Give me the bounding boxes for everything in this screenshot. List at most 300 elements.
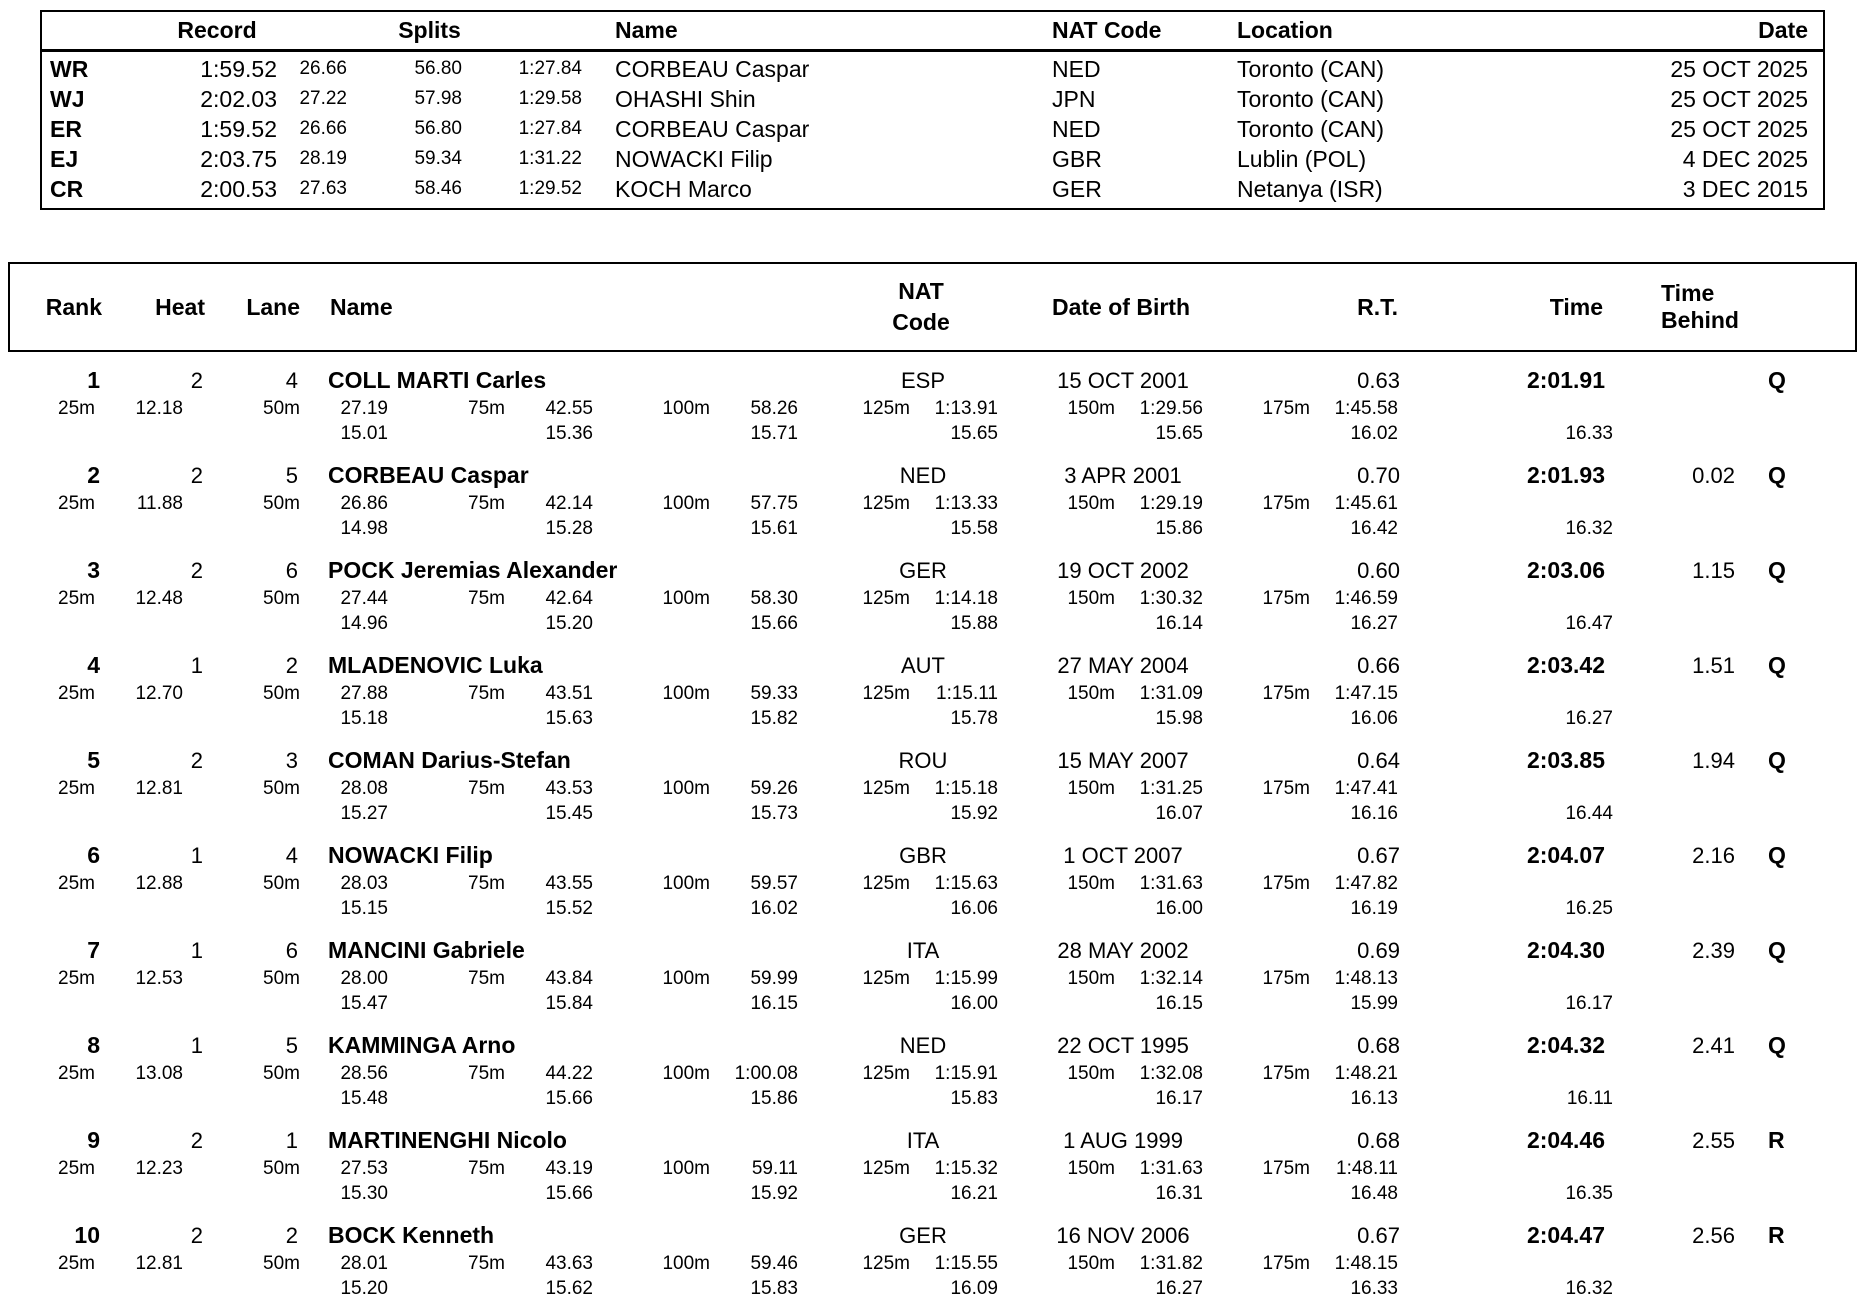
results-header-row bbox=[8, 262, 1857, 352]
split-label: 25m bbox=[58, 872, 95, 894]
lap-7 bbox=[1203, 613, 1398, 635]
record-code-cell: EJ bbox=[50, 145, 79, 172]
split-value: 12.53 bbox=[135, 967, 183, 989]
swimmer-name-cell: CORBEAU Caspar bbox=[328, 462, 529, 488]
split-125m bbox=[798, 873, 998, 895]
results-header-nat-line2: Code bbox=[892, 309, 950, 335]
lap-value: 16.09 bbox=[950, 1277, 998, 1299]
split-100m bbox=[593, 398, 798, 420]
lap-3 bbox=[388, 1088, 593, 1110]
split-value: 1:13.91 bbox=[934, 397, 998, 419]
lap-4 bbox=[593, 993, 798, 1015]
time-behind-cell: 2.41 bbox=[1692, 1032, 1735, 1058]
record-row bbox=[42, 174, 1823, 204]
heat-cell: 2 bbox=[190, 367, 203, 393]
split-value: 59.11 bbox=[751, 1157, 798, 1179]
results-header-lane: Lane bbox=[246, 293, 300, 320]
lap-5 bbox=[798, 1278, 998, 1300]
heat-cell: 2 bbox=[190, 462, 203, 488]
lap-3 bbox=[388, 1183, 593, 1205]
split-75m bbox=[388, 1158, 593, 1180]
heat-cell: 1 bbox=[190, 652, 203, 678]
qualification-cell: Q bbox=[1768, 1032, 1786, 1058]
split-label: 175m bbox=[1262, 967, 1310, 989]
record-code-cell: WJ bbox=[50, 85, 85, 112]
split-50m bbox=[183, 1063, 388, 1085]
record-date-cell: 25 OCT 2025 bbox=[1670, 85, 1808, 112]
lap-value: 15.15 bbox=[340, 897, 388, 919]
lap-2 bbox=[183, 1278, 388, 1300]
split-label: 100m bbox=[662, 1157, 710, 1179]
record-date-cell: 25 OCT 2025 bbox=[1670, 115, 1808, 142]
rank-cell: 7 bbox=[87, 937, 100, 963]
qualification-cell: Q bbox=[1768, 367, 1786, 393]
record-code-cell: CR bbox=[50, 175, 84, 202]
lap-value: 15.62 bbox=[545, 1277, 593, 1299]
results-table bbox=[8, 262, 1857, 1315]
split-label: 125m bbox=[862, 872, 910, 894]
reaction-time-cell: 0.64 bbox=[1357, 747, 1400, 773]
time-behind-cell: 2.55 bbox=[1692, 1127, 1735, 1153]
lane-cell: 1 bbox=[285, 1127, 298, 1153]
split-125m bbox=[798, 683, 998, 705]
split-value: 12.81 bbox=[135, 1252, 183, 1274]
lap-3 bbox=[388, 1278, 593, 1300]
split-label: 125m bbox=[862, 397, 910, 419]
record-split-50m-cell: 26.66 bbox=[299, 118, 347, 139]
result-row bbox=[8, 1125, 1857, 1206]
date-of-birth-cell: 15 OCT 2001 bbox=[1057, 367, 1189, 393]
rank-cell: 4 bbox=[87, 652, 100, 678]
record-time-cell: 2:00.53 bbox=[200, 175, 277, 202]
date-of-birth-cell: 16 NOV 2006 bbox=[1056, 1222, 1190, 1248]
lane-cell: 2 bbox=[285, 1222, 298, 1248]
lap-value: 15.66 bbox=[750, 612, 798, 634]
lap-value: 15.86 bbox=[750, 1087, 798, 1109]
records-header-location: Location bbox=[1237, 17, 1333, 43]
split-100m bbox=[593, 493, 798, 515]
final-time-cell: 2:04.46 bbox=[1526, 1127, 1605, 1153]
rank-cell: 10 bbox=[74, 1222, 100, 1248]
lap-3 bbox=[388, 993, 593, 1015]
lap-6 bbox=[998, 898, 1203, 920]
split-label: 150m bbox=[1067, 492, 1115, 514]
lap-6 bbox=[998, 803, 1203, 825]
lap-8 bbox=[1398, 423, 1613, 445]
split-100m bbox=[593, 1253, 798, 1275]
lap-value: 15.86 bbox=[1155, 517, 1203, 539]
lap-2 bbox=[183, 708, 388, 730]
record-location-cell: Toronto (CAN) bbox=[1237, 85, 1384, 112]
date-of-birth-cell: 28 MAY 2002 bbox=[1057, 937, 1189, 963]
records-header-name: Name bbox=[615, 17, 678, 43]
split-value: 1:48.15 bbox=[1334, 1252, 1398, 1274]
lap-3 bbox=[388, 423, 593, 445]
lap-value: 15.01 bbox=[340, 422, 388, 444]
lap-8 bbox=[1398, 1278, 1613, 1300]
split-175m bbox=[1203, 398, 1398, 420]
split-value: 1:31.63 bbox=[1139, 872, 1203, 894]
date-of-birth-cell: 1 OCT 2007 bbox=[1063, 842, 1183, 868]
lap-value: 15.61 bbox=[750, 517, 798, 539]
split-value: 1:48.13 bbox=[1334, 967, 1398, 989]
results-header-behind-line2: Behind bbox=[1661, 307, 1739, 333]
split-100m bbox=[593, 968, 798, 990]
split-125m bbox=[798, 398, 998, 420]
lap-7 bbox=[1203, 1183, 1398, 1205]
lap-value: 16.42 bbox=[1350, 517, 1398, 539]
record-split-150m-cell: 1:27.84 bbox=[518, 58, 582, 79]
lap-7 bbox=[1203, 518, 1398, 540]
lap-6 bbox=[998, 613, 1203, 635]
lap-2 bbox=[183, 898, 388, 920]
lap-8 bbox=[1398, 708, 1613, 730]
result-row bbox=[8, 365, 1857, 446]
split-value: 12.81 bbox=[135, 777, 183, 799]
reaction-time-cell: 0.67 bbox=[1357, 842, 1400, 868]
record-split-100m-cell: 56.80 bbox=[414, 118, 462, 139]
record-code-cell: ER bbox=[50, 115, 82, 142]
record-split-50m-cell: 27.22 bbox=[299, 88, 347, 109]
split-75m bbox=[388, 968, 593, 990]
lap-value: 15.65 bbox=[950, 422, 998, 444]
heat-cell: 2 bbox=[190, 747, 203, 773]
lap-value: 15.66 bbox=[545, 1182, 593, 1204]
lap-value: 14.98 bbox=[340, 517, 388, 539]
lap-5 bbox=[798, 613, 998, 635]
result-main-line bbox=[8, 840, 1857, 871]
date-of-birth-cell: 27 MAY 2004 bbox=[1057, 652, 1189, 678]
lap-times-line bbox=[8, 991, 1857, 1016]
qualification-cell: R bbox=[1768, 1127, 1785, 1153]
split-150m bbox=[998, 778, 1203, 800]
lap-value: 16.32 bbox=[1565, 1277, 1613, 1299]
split-value: 1:31.09 bbox=[1139, 682, 1203, 704]
split-value: 1:31.25 bbox=[1139, 777, 1203, 799]
lap-7 bbox=[1203, 1278, 1398, 1300]
split-value: 28.00 bbox=[340, 967, 388, 989]
lane-cell: 6 bbox=[285, 937, 298, 963]
lap-value: 15.65 bbox=[1155, 422, 1203, 444]
time-behind-cell: 1.51 bbox=[1692, 652, 1735, 678]
lap-value: 16.35 bbox=[1565, 1182, 1613, 1204]
split-label: 75m bbox=[468, 967, 505, 989]
nat-code-cell: GER bbox=[899, 557, 947, 583]
split-75m bbox=[388, 873, 593, 895]
record-code-cell: WR bbox=[50, 55, 89, 82]
lane-cell: 6 bbox=[285, 557, 298, 583]
split-value: 1:13.33 bbox=[934, 492, 998, 514]
record-split-100m-cell: 59.34 bbox=[414, 148, 462, 169]
split-75m bbox=[388, 1253, 593, 1275]
rank-cell: 5 bbox=[87, 747, 100, 773]
lap-4 bbox=[593, 423, 798, 445]
record-holder-name-cell: OHASHI Shin bbox=[615, 85, 756, 112]
lap-value: 15.30 bbox=[340, 1182, 388, 1204]
lap-value: 14.96 bbox=[340, 612, 388, 634]
split-value: 44.22 bbox=[545, 1062, 593, 1084]
lap-value: 15.84 bbox=[545, 992, 593, 1014]
split-value: 1:00.08 bbox=[734, 1062, 798, 1084]
lap-value: 16.06 bbox=[950, 897, 998, 919]
record-location-cell: Toronto (CAN) bbox=[1237, 115, 1384, 142]
record-split-100m-cell: 56.80 bbox=[414, 58, 462, 79]
results-header-reaction-time: R.T. bbox=[1357, 293, 1398, 320]
lap-8 bbox=[1398, 898, 1613, 920]
lap-times-line bbox=[8, 1181, 1857, 1206]
split-value: 13.08 bbox=[135, 1062, 183, 1084]
split-label: 125m bbox=[862, 492, 910, 514]
split-25m bbox=[8, 398, 183, 420]
record-time-cell: 1:59.52 bbox=[200, 55, 277, 82]
split-value: 1:14.18 bbox=[934, 587, 998, 609]
split-label: 175m bbox=[1262, 777, 1310, 799]
result-main-line bbox=[8, 365, 1857, 396]
rank-cell: 3 bbox=[87, 557, 100, 583]
split-label: 75m bbox=[468, 1252, 505, 1274]
split-value: 43.53 bbox=[545, 777, 593, 799]
final-time-cell: 2:03.42 bbox=[1526, 652, 1605, 678]
split-value: 1:47.41 bbox=[1334, 777, 1398, 799]
records-header-splits: Splits bbox=[398, 17, 461, 43]
record-date-cell: 4 DEC 2025 bbox=[1682, 145, 1808, 172]
lap-6 bbox=[998, 708, 1203, 730]
split-value: 1:15.99 bbox=[934, 967, 998, 989]
split-label: 50m bbox=[263, 967, 300, 989]
split-label: 75m bbox=[468, 1062, 505, 1084]
lap-5 bbox=[798, 803, 998, 825]
splits-line bbox=[8, 586, 1857, 611]
results-body bbox=[8, 352, 1857, 1301]
split-label: 150m bbox=[1067, 397, 1115, 419]
split-value: 43.19 bbox=[545, 1157, 593, 1179]
split-value: 1:30.32 bbox=[1139, 587, 1203, 609]
lap-value: 16.25 bbox=[1565, 897, 1613, 919]
splits-line bbox=[8, 681, 1857, 706]
split-75m bbox=[388, 1063, 593, 1085]
split-175m bbox=[1203, 968, 1398, 990]
qualification-cell: Q bbox=[1768, 652, 1786, 678]
split-value: 1:15.91 bbox=[934, 1062, 998, 1084]
split-125m bbox=[798, 778, 998, 800]
split-150m bbox=[998, 873, 1203, 895]
split-label: 50m bbox=[263, 397, 300, 419]
lap-value: 15.63 bbox=[545, 707, 593, 729]
split-label: 50m bbox=[263, 492, 300, 514]
record-row bbox=[42, 144, 1823, 174]
lap-2 bbox=[183, 803, 388, 825]
split-label: 25m bbox=[58, 682, 95, 704]
split-label: 25m bbox=[58, 492, 95, 514]
lap-value: 15.83 bbox=[950, 1087, 998, 1109]
split-label: 100m bbox=[662, 492, 710, 514]
record-nat-code-cell: NED bbox=[1052, 55, 1101, 82]
split-175m bbox=[1203, 873, 1398, 895]
split-175m bbox=[1203, 683, 1398, 705]
split-label: 75m bbox=[468, 872, 505, 894]
split-label: 50m bbox=[263, 682, 300, 704]
record-split-100m-cell: 57.98 bbox=[414, 88, 462, 109]
lap-7 bbox=[1203, 423, 1398, 445]
record-split-50m-cell: 28.19 bbox=[299, 148, 347, 169]
split-value: 1:32.08 bbox=[1139, 1062, 1203, 1084]
split-label: 100m bbox=[662, 1252, 710, 1274]
split-label: 175m bbox=[1262, 1252, 1310, 1274]
date-of-birth-cell: 3 APR 2001 bbox=[1064, 462, 1182, 488]
swimmer-name-cell: POCK Jeremias Alexander bbox=[328, 557, 618, 583]
reaction-time-cell: 0.66 bbox=[1357, 652, 1400, 678]
split-value: 11.88 bbox=[136, 492, 183, 514]
lap-value: 15.18 bbox=[340, 707, 388, 729]
results-header-date-of-birth: Date of Birth bbox=[1052, 293, 1190, 320]
split-value: 26.86 bbox=[340, 492, 388, 514]
split-value: 1:45.58 bbox=[1334, 397, 1398, 419]
split-125m bbox=[798, 588, 998, 610]
lap-value: 16.17 bbox=[1565, 992, 1613, 1014]
lap-2 bbox=[183, 518, 388, 540]
results-header-rank: Rank bbox=[45, 293, 102, 320]
split-label: 100m bbox=[662, 587, 710, 609]
lap-value: 16.27 bbox=[1155, 1277, 1203, 1299]
lap-3 bbox=[388, 518, 593, 540]
split-value: 1:31.82 bbox=[1139, 1252, 1203, 1274]
split-125m bbox=[798, 493, 998, 515]
split-125m bbox=[798, 968, 998, 990]
split-75m bbox=[388, 398, 593, 420]
lap-value: 15.78 bbox=[950, 707, 998, 729]
lap-times-line bbox=[8, 1086, 1857, 1111]
lap-value: 15.82 bbox=[750, 707, 798, 729]
result-row bbox=[8, 555, 1857, 636]
splits-line bbox=[8, 1251, 1857, 1276]
split-label: 175m bbox=[1262, 872, 1310, 894]
record-holder-name-cell: CORBEAU Caspar bbox=[615, 115, 810, 142]
lap-value: 16.44 bbox=[1565, 802, 1613, 824]
record-location-cell: Toronto (CAN) bbox=[1237, 55, 1384, 82]
split-100m bbox=[593, 778, 798, 800]
final-time-cell: 2:03.06 bbox=[1526, 557, 1605, 583]
record-nat-code-cell: NED bbox=[1052, 115, 1101, 142]
rank-cell: 2 bbox=[87, 462, 100, 488]
lap-value: 16.19 bbox=[1350, 897, 1398, 919]
record-nat-code-cell: GER bbox=[1052, 175, 1102, 202]
record-location-cell: Netanya (ISR) bbox=[1237, 175, 1383, 202]
record-time-cell: 2:03.75 bbox=[200, 145, 277, 172]
result-main-line bbox=[8, 1030, 1857, 1061]
split-value: 28.01 bbox=[340, 1252, 388, 1274]
split-25m bbox=[8, 1253, 183, 1275]
split-label: 50m bbox=[263, 1252, 300, 1274]
lane-cell: 3 bbox=[285, 747, 298, 773]
split-150m bbox=[998, 398, 1203, 420]
swimmer-name-cell: KAMMINGA Arno bbox=[328, 1032, 516, 1058]
split-label: 100m bbox=[662, 872, 710, 894]
records-header-row bbox=[42, 12, 1823, 52]
split-150m bbox=[998, 683, 1203, 705]
swimmer-name-cell: NOWACKI Filip bbox=[328, 842, 493, 868]
split-175m bbox=[1203, 1063, 1398, 1085]
split-label: 125m bbox=[862, 682, 910, 704]
split-100m bbox=[593, 588, 798, 610]
split-label: 125m bbox=[862, 1157, 910, 1179]
split-175m bbox=[1203, 493, 1398, 515]
record-split-50m-cell: 26.66 bbox=[299, 58, 347, 79]
lap-value: 15.99 bbox=[1350, 992, 1398, 1014]
lap-4 bbox=[593, 1183, 798, 1205]
reaction-time-cell: 0.68 bbox=[1357, 1127, 1400, 1153]
split-value: 28.56 bbox=[340, 1062, 388, 1084]
heat-cell: 1 bbox=[190, 842, 203, 868]
result-main-line bbox=[8, 460, 1857, 491]
split-label: 150m bbox=[1067, 587, 1115, 609]
qualification-cell: Q bbox=[1768, 747, 1786, 773]
result-row bbox=[8, 935, 1857, 1016]
split-50m bbox=[183, 398, 388, 420]
result-main-line bbox=[8, 1220, 1857, 1251]
lap-times-line bbox=[8, 706, 1857, 731]
split-value: 43.51 bbox=[545, 682, 593, 704]
record-nat-code-cell: GBR bbox=[1052, 145, 1102, 172]
split-value: 58.30 bbox=[750, 587, 798, 609]
lap-value: 16.00 bbox=[1155, 897, 1203, 919]
split-50m bbox=[183, 778, 388, 800]
lap-times-line bbox=[8, 1276, 1857, 1301]
lane-cell: 5 bbox=[285, 1032, 298, 1058]
lane-cell: 2 bbox=[285, 652, 298, 678]
record-row bbox=[42, 54, 1823, 84]
record-holder-name-cell: KOCH Marco bbox=[615, 175, 752, 202]
split-value: 1:48.11 bbox=[1336, 1157, 1398, 1179]
final-time-cell: 2:01.91 bbox=[1526, 367, 1605, 393]
lap-8 bbox=[1398, 1183, 1613, 1205]
reaction-time-cell: 0.69 bbox=[1357, 937, 1400, 963]
split-50m bbox=[183, 493, 388, 515]
split-50m bbox=[183, 873, 388, 895]
record-time-cell: 2:02.03 bbox=[200, 85, 277, 112]
lap-value: 16.27 bbox=[1565, 707, 1613, 729]
heat-cell: 2 bbox=[190, 1127, 203, 1153]
lap-value: 15.71 bbox=[750, 422, 798, 444]
split-value: 42.55 bbox=[545, 397, 593, 419]
split-value: 1:47.15 bbox=[1334, 682, 1398, 704]
split-value: 59.57 bbox=[750, 872, 798, 894]
split-value: 12.23 bbox=[135, 1157, 183, 1179]
split-label: 25m bbox=[58, 777, 95, 799]
split-25m bbox=[8, 588, 183, 610]
lap-2 bbox=[183, 1088, 388, 1110]
lap-value: 16.13 bbox=[1350, 1087, 1398, 1109]
split-label: 150m bbox=[1067, 967, 1115, 989]
lap-times-line bbox=[8, 896, 1857, 921]
date-of-birth-cell: 1 AUG 1999 bbox=[1063, 1127, 1183, 1153]
split-label: 25m bbox=[58, 967, 95, 989]
record-split-150m-cell: 1:27.84 bbox=[518, 118, 582, 139]
lap-times-line bbox=[8, 421, 1857, 446]
split-75m bbox=[388, 493, 593, 515]
split-value: 1:29.56 bbox=[1139, 397, 1203, 419]
lap-6 bbox=[998, 1183, 1203, 1205]
lap-4 bbox=[593, 898, 798, 920]
splits-line bbox=[8, 1156, 1857, 1181]
result-main-line bbox=[8, 1125, 1857, 1156]
lap-value: 16.33 bbox=[1565, 422, 1613, 444]
record-split-50m-cell: 27.63 bbox=[299, 178, 347, 199]
lap-value: 16.07 bbox=[1155, 802, 1203, 824]
split-75m bbox=[388, 683, 593, 705]
lap-value: 16.11 bbox=[1566, 1087, 1613, 1109]
split-25m bbox=[8, 1063, 183, 1085]
lap-4 bbox=[593, 613, 798, 635]
